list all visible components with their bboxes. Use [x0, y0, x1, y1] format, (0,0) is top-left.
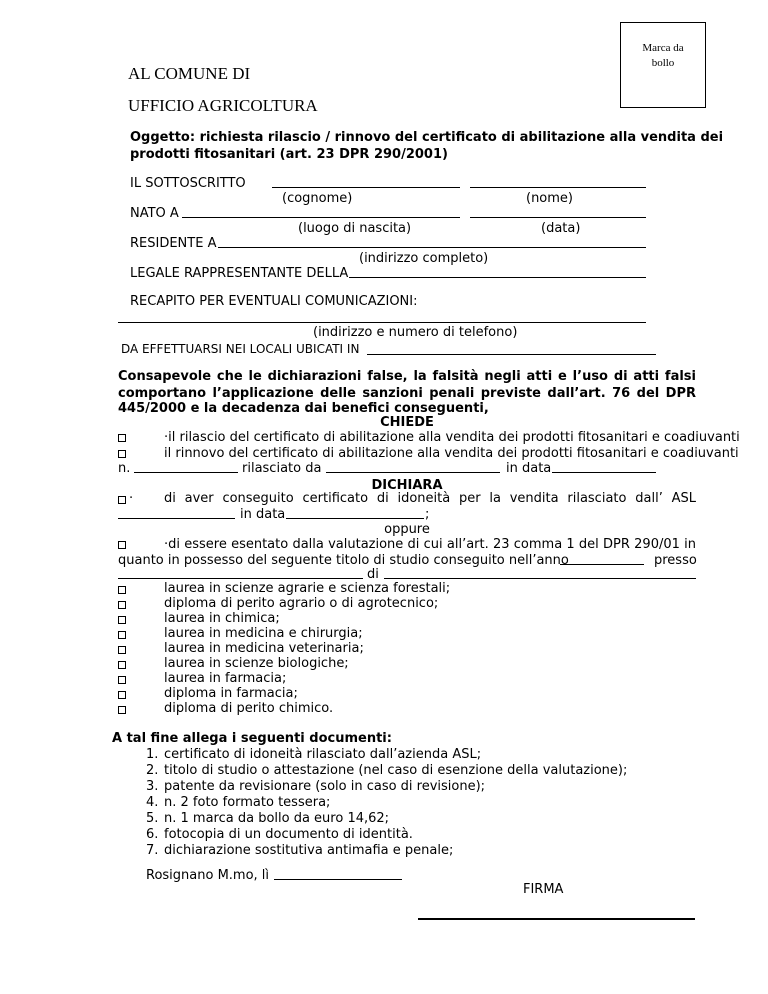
attachment-item: titolo di studio o attestazione (nel caso di esenzione della valutazione);: [164, 763, 628, 778]
attachment-item: n. 1 marca da bollo da euro 14,62;: [164, 811, 390, 826]
declaration-line-1: Consapevole che le dichiarazioni false, la falsità negli atti e l’uso di atti falsi: [118, 369, 696, 384]
attachment-number: 3.: [146, 779, 159, 794]
chiede-rilascio-text: ·il rilascio del certificato di abilitazione alla vendita dei prodotti fitosanitari e coadiuvanti: [164, 430, 740, 445]
title-checkbox[interactable]: [118, 706, 126, 714]
attachment-number: 6.: [146, 827, 159, 842]
title-item: laurea in scienze biologiche;: [164, 656, 349, 671]
di-label: di: [367, 567, 379, 582]
title-checkbox[interactable]: [118, 616, 126, 624]
dichiara-esenzione-text: ·di essere esentato dalla valutazione di cui all’art. 23 comma 1 del DPR 290/01 in: [164, 537, 696, 552]
nato-a-label: NATO A: [130, 206, 179, 221]
chiede-rilascio-checkbox[interactable]: [118, 434, 126, 442]
dichiara-title: DICHIARA: [371, 478, 443, 493]
nome-caption: (nome): [526, 191, 573, 206]
title-item: laurea in medicina e chirurgia;: [164, 626, 363, 641]
indirizzo-caption: (indirizzo completo): [359, 251, 489, 266]
certificate-number-label: n.: [118, 461, 131, 476]
rilasciato-da-field[interactable]: [326, 472, 500, 473]
place-date-label: Rosignano M.mo, lì: [146, 868, 270, 883]
title-checkbox[interactable]: [118, 601, 126, 609]
attachment-item: patente da revisionare (solo in caso di revisione);: [164, 779, 486, 794]
recapito-label: RECAPITO PER EVENTUALI COMUNICAZIONI:: [130, 294, 418, 309]
title-item: diploma in farmacia;: [164, 686, 298, 701]
date-field[interactable]: [274, 879, 402, 880]
attachments-title: A tal fine allega i seguenti documenti:: [112, 731, 392, 746]
dichiara-esenzione-checkbox[interactable]: [118, 541, 126, 549]
stamp-label-1: Marca da: [642, 42, 684, 54]
chiede-rinnovo-text: il rinnovo del certificato di abilitazione alla vendita dei prodotti fitosanitari e coadiuvanti: [164, 446, 739, 461]
title-item: diploma di perito agrario o di agrotecnico;: [164, 596, 439, 611]
attachment-number: 2.: [146, 763, 159, 778]
idoneita-data-field[interactable]: [286, 518, 424, 519]
dichiara-esenzione-cont: quanto in possesso del seguente titolo di studio conseguito nell’anno: [118, 553, 569, 568]
title-checkbox[interactable]: [118, 691, 126, 699]
subject-line-2: prodotti fitosanitari (art. 23 DPR 290/2001): [130, 147, 448, 162]
data-nascita-field[interactable]: [470, 217, 646, 218]
attachment-item: dichiarazione sostitutiva antimafia e penale;: [164, 843, 454, 858]
rinnovo-data-field[interactable]: [552, 472, 656, 473]
oppure-label: oppure: [384, 522, 430, 537]
title-checkbox[interactable]: [118, 661, 126, 669]
title-checkbox[interactable]: [118, 586, 126, 594]
luogo-nascita-caption: (luogo di nascita): [298, 221, 412, 236]
locali-field[interactable]: [367, 354, 656, 355]
chiede-rinnovo-checkbox[interactable]: [118, 450, 126, 458]
title-item: laurea in medicina veterinaria;: [164, 641, 364, 656]
data-caption: (data): [541, 221, 581, 236]
residenza-field[interactable]: [218, 247, 646, 248]
subject-line-1: Oggetto: richiesta rilascio / rinnovo del certificato di abilitazione alla vendita dei: [130, 130, 724, 145]
attachment-item: fotocopia di un documento di identità.: [164, 827, 413, 842]
title-item: laurea in farmacia;: [164, 671, 287, 686]
stamp-label-2: bollo: [651, 57, 675, 69]
luogo-nascita-field[interactable]: [182, 217, 460, 218]
office-heading: UFFICIO AGRICOLTURA: [128, 96, 318, 115]
cognome-caption: (cognome): [282, 191, 353, 206]
attachment-number: 5.: [146, 811, 159, 826]
indirizzo-telefono-caption: (indirizzo e numero di telefono): [313, 325, 518, 340]
cognome-field[interactable]: [272, 187, 460, 188]
attachment-item: n. 2 foto formato tessera;: [164, 795, 331, 810]
idoneita-in-data-label: in data: [240, 507, 286, 522]
title-checkbox[interactable]: [118, 646, 126, 654]
attachment-number: 1.: [146, 747, 159, 762]
legale-rappresentante-label: LEGALE RAPPRESENTANTE DELLA: [130, 266, 349, 281]
attachment-number: 7.: [146, 843, 159, 858]
chiede-title: CHIEDE: [380, 415, 434, 430]
residente-a-label: RESIDENTE A: [130, 236, 217, 251]
dichiara-bullet: ·: [129, 491, 134, 506]
title-item: laurea in scienze agrarie e scienza forestali;: [164, 581, 451, 596]
dichiara-idoneita-checkbox[interactable]: [118, 496, 126, 504]
title-item: diploma di perito chimico.: [164, 701, 334, 716]
signature-line[interactable]: [418, 918, 695, 920]
title-checkbox[interactable]: [118, 676, 126, 684]
presso-label: presso: [654, 553, 697, 568]
attachment-number: 4.: [146, 795, 159, 810]
title-checkbox[interactable]: [118, 631, 126, 639]
revenue-stamp-box: [620, 22, 706, 108]
dichiara-idoneita-text: di aver conseguito certificato di idoneità per la vendita rilasciato dall’ ASL: [164, 491, 696, 506]
sottoscritto-label: IL SOTTOSCRITTO: [130, 176, 246, 191]
recipient-heading: AL COMUNE DI: [128, 64, 251, 83]
asl-field[interactable]: [118, 518, 235, 519]
di-field[interactable]: [384, 578, 696, 579]
declaration-line-3: 445/2000 e la decadenza dai benefici conseguenti,: [118, 401, 489, 416]
rinnovo-in-data-label: in data: [506, 461, 552, 476]
declaration-line-2: comportano l’applicazione delle sanzioni penali previste dall’art. 76 del DPR: [118, 386, 696, 401]
title-item: laurea in chimica;: [164, 611, 280, 626]
idoneita-semicolon: ;: [425, 507, 430, 522]
nome-field[interactable]: [470, 187, 646, 188]
certificate-number-field[interactable]: [134, 472, 238, 473]
anno-field[interactable]: [560, 564, 644, 565]
attachment-item: certificato di idoneità rilasciato dall’azienda ASL;: [164, 747, 482, 762]
legale-rappresentante-field[interactable]: [349, 277, 646, 278]
presso-field[interactable]: [118, 578, 363, 579]
firma-label: FIRMA: [523, 882, 564, 897]
da-effettuarsi-label: DA EFFETTUARSI NEI LOCALI UBICATI IN: [121, 342, 360, 356]
rilasciato-da-label: rilasciato da: [242, 461, 322, 476]
recapito-field[interactable]: [118, 322, 646, 323]
